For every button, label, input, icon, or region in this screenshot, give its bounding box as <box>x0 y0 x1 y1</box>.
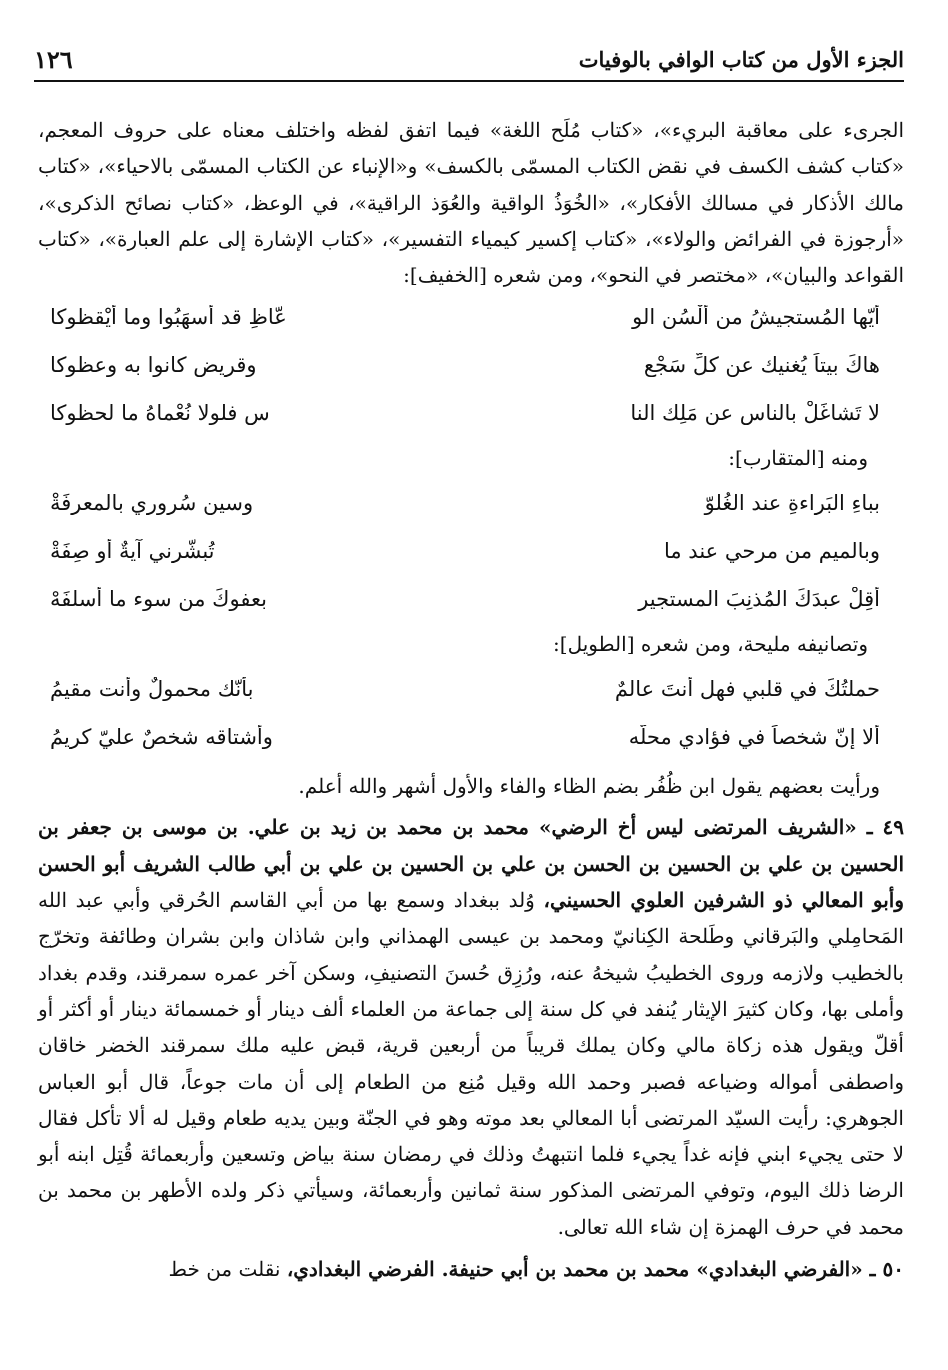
meter-label-mutaqarib: ومنه [المتقارب]: <box>728 446 868 471</box>
verse-second-hemistich: بأنّك محمولٌ وأنت مقيمُ <box>50 677 254 702</box>
verse-second-hemistich: تُبشّرني آيةٌ أو صِفَةْ <box>50 539 215 564</box>
verse-first-hemistich: هاكَ بيتاً يُغنيك عن كلِّ سَجْعٍ <box>643 353 880 378</box>
verse-first-hemistich: لا تَشاغَلْ بالناسِ عن مَلِك النا <box>630 401 880 426</box>
verse-second-hemistich: بعفوكَ من سوء ما أسلفَهْ <box>50 587 267 612</box>
verse-second-hemistich: عّاظِ قد أسهَبُوا وما أيْقظوكا <box>50 305 287 330</box>
page-body <box>38 112 904 1287</box>
verse-second-hemistich: وسينِ سُروري بالمعرفَةْ <box>50 491 254 516</box>
poem-khafif <box>38 293 904 437</box>
note-line: ورأيت بعضهم يقول ابن ظُفُر بضم الظاء والفاء والأول أشهر والله أعلم. <box>298 774 880 799</box>
verse <box>38 293 904 341</box>
poem-mutaqarib <box>38 479 904 623</box>
entry-49 <box>38 809 904 1245</box>
entry-50 <box>38 1251 904 1287</box>
verse-first-hemistich: أقِلْ عبدَكَ المُذنِبَ المستجير <box>638 587 880 612</box>
verse <box>38 713 904 761</box>
running-title: الجزء الأول من كتاب الوافي بالوفيات <box>578 46 904 72</box>
verse <box>38 575 904 623</box>
verse-first-hemistich: حملتُكَ في قلبي فهل أنتَ عالمٌ <box>614 677 880 702</box>
page-header <box>34 38 904 82</box>
verse <box>38 389 904 437</box>
verse <box>38 479 904 527</box>
verse-first-hemistich: وبالميم من مرحي عند ما <box>663 539 880 564</box>
entry-50-heading: ٥٠ ـ «الفرضي البغدادي» محمد بن محمد بن أبي حنيفة. الفرضي البغدادي، <box>286 1257 904 1282</box>
poem-tawil <box>38 665 904 761</box>
verse <box>38 341 904 389</box>
verse-second-hemistich: سِ فلولا نُعْماهُ ما لحظوكا <box>50 401 270 426</box>
page-number: ١٢٦ <box>34 44 73 74</box>
verse-second-hemistich: وقريض كانوا به وعظوكا <box>50 353 257 378</box>
verse-first-hemistich: بباءِ البَراءةِ عند الغُلوّ <box>704 491 880 516</box>
verse <box>38 665 904 713</box>
meter-label-tawil: وتصانيفه مليحة، ومن شعره [الطويل]: <box>553 632 868 657</box>
verse-second-hemistich: وأشتاقه شخصٌ عليّ كريمُ <box>50 725 273 750</box>
verse-first-hemistich: ألا إنّ شخصاً في فؤادي محلّه <box>628 725 880 750</box>
verse-first-hemistich: أيّها المُستجيشُ من ألْسُنِ الو <box>632 305 880 330</box>
entry-50-text: نقلت من خط <box>168 1257 281 1282</box>
intro-paragraph: الجرىء على معاقبة البريء»، «كتاب مُلَح اللغة» فيما اتفق لفظه واختلف معناه على حروف المعجم، «كتاب كشف الكسف في نقض الكتاب المسمّى بالكسف» و«الإنباء عن الكتاب المسمّى بالاحياء»، «كتاب مالك الأذكار في مسالك الأفكار»، «الخُوَذُ الواقية والعُوَذ الراقية»، في الوعظ، «كتاب نصائح الذكرى»، «أرجوزة في الفرائض والولاء»، «كتاب إكسير كيمياء التفسير»، «كتاب الإشارة إلى علم العبارة»، «كتاب القواعد والبيان»، «مختصر في النحو»، ومن شعره [الخفيف]: <box>38 118 904 288</box>
verse <box>38 527 904 575</box>
entry-49-heading: ٤٩ ـ «الشريف المرتضى ليس أخ الرضي» محمد بن محمد بن زيد بن علي. بن موسى بن جعفر بن الحسين بن علي بن الحسين بن الحسن بن علي بن الحسين بن علي بن أبي طالب الشريف أبو الحسن وأبو المعالي ذو الشرفين العلوي الحسيني، <box>38 815 905 913</box>
entry-49-text: وُلد ببغداد وسمع بها من أبي القاسم الحُرقي وأبي عبد الله المَحامِلي والبَرقاني وطَلحة الكِنانيّ ومحمد بن عيسى الهمذاني وابن شاذان وابن بشران وطائفة وتخرّج بالخطيب ولازمه وروى الخطيبُ شيخهُ عنه، ورُزِق حُسنَ التصنيفِ، وسكن آخر عمره سمرقند، وقدم بغداد وأملى بها، وكان كثيرَ الإيثار يُنفد في كل سنة إلى جماعة من العلماء ألف دينار أو خمسمائة دينار أو أكثر أو أقلّ ويقول هذه زكاة مالي وكان يملك قريباً من أربعين قرية، قبض عليه ملك سمرقند الخضر خاقان واصطفى أمواله وضياعه فصبر وحمد الله وقيل مُنِع من الطعام إلى أن مات جوعاً، قال أبو العباس الجوهري: رأيت السيّد المرتضى أبا المعالي بعد موته وهو في الجنّة وبين يديه طعام وقيل له ألا تأكل فقال لا حتى يجيء ابني فإنه غداً يجيء فلما انتبهتُ وذلك في رمضان سنة بياض وتسعين وأربعمائة قُتِل ابنه أبو الرضا ذلك اليوم، وتوفي المرتضى المذكور سنة ثمانين وأربعمائة، وسيأتي ذكر ولده الأطهر بن محمد بن محمد في حرف الهمزة إن شاء الله تعالى. <box>38 888 904 1239</box>
